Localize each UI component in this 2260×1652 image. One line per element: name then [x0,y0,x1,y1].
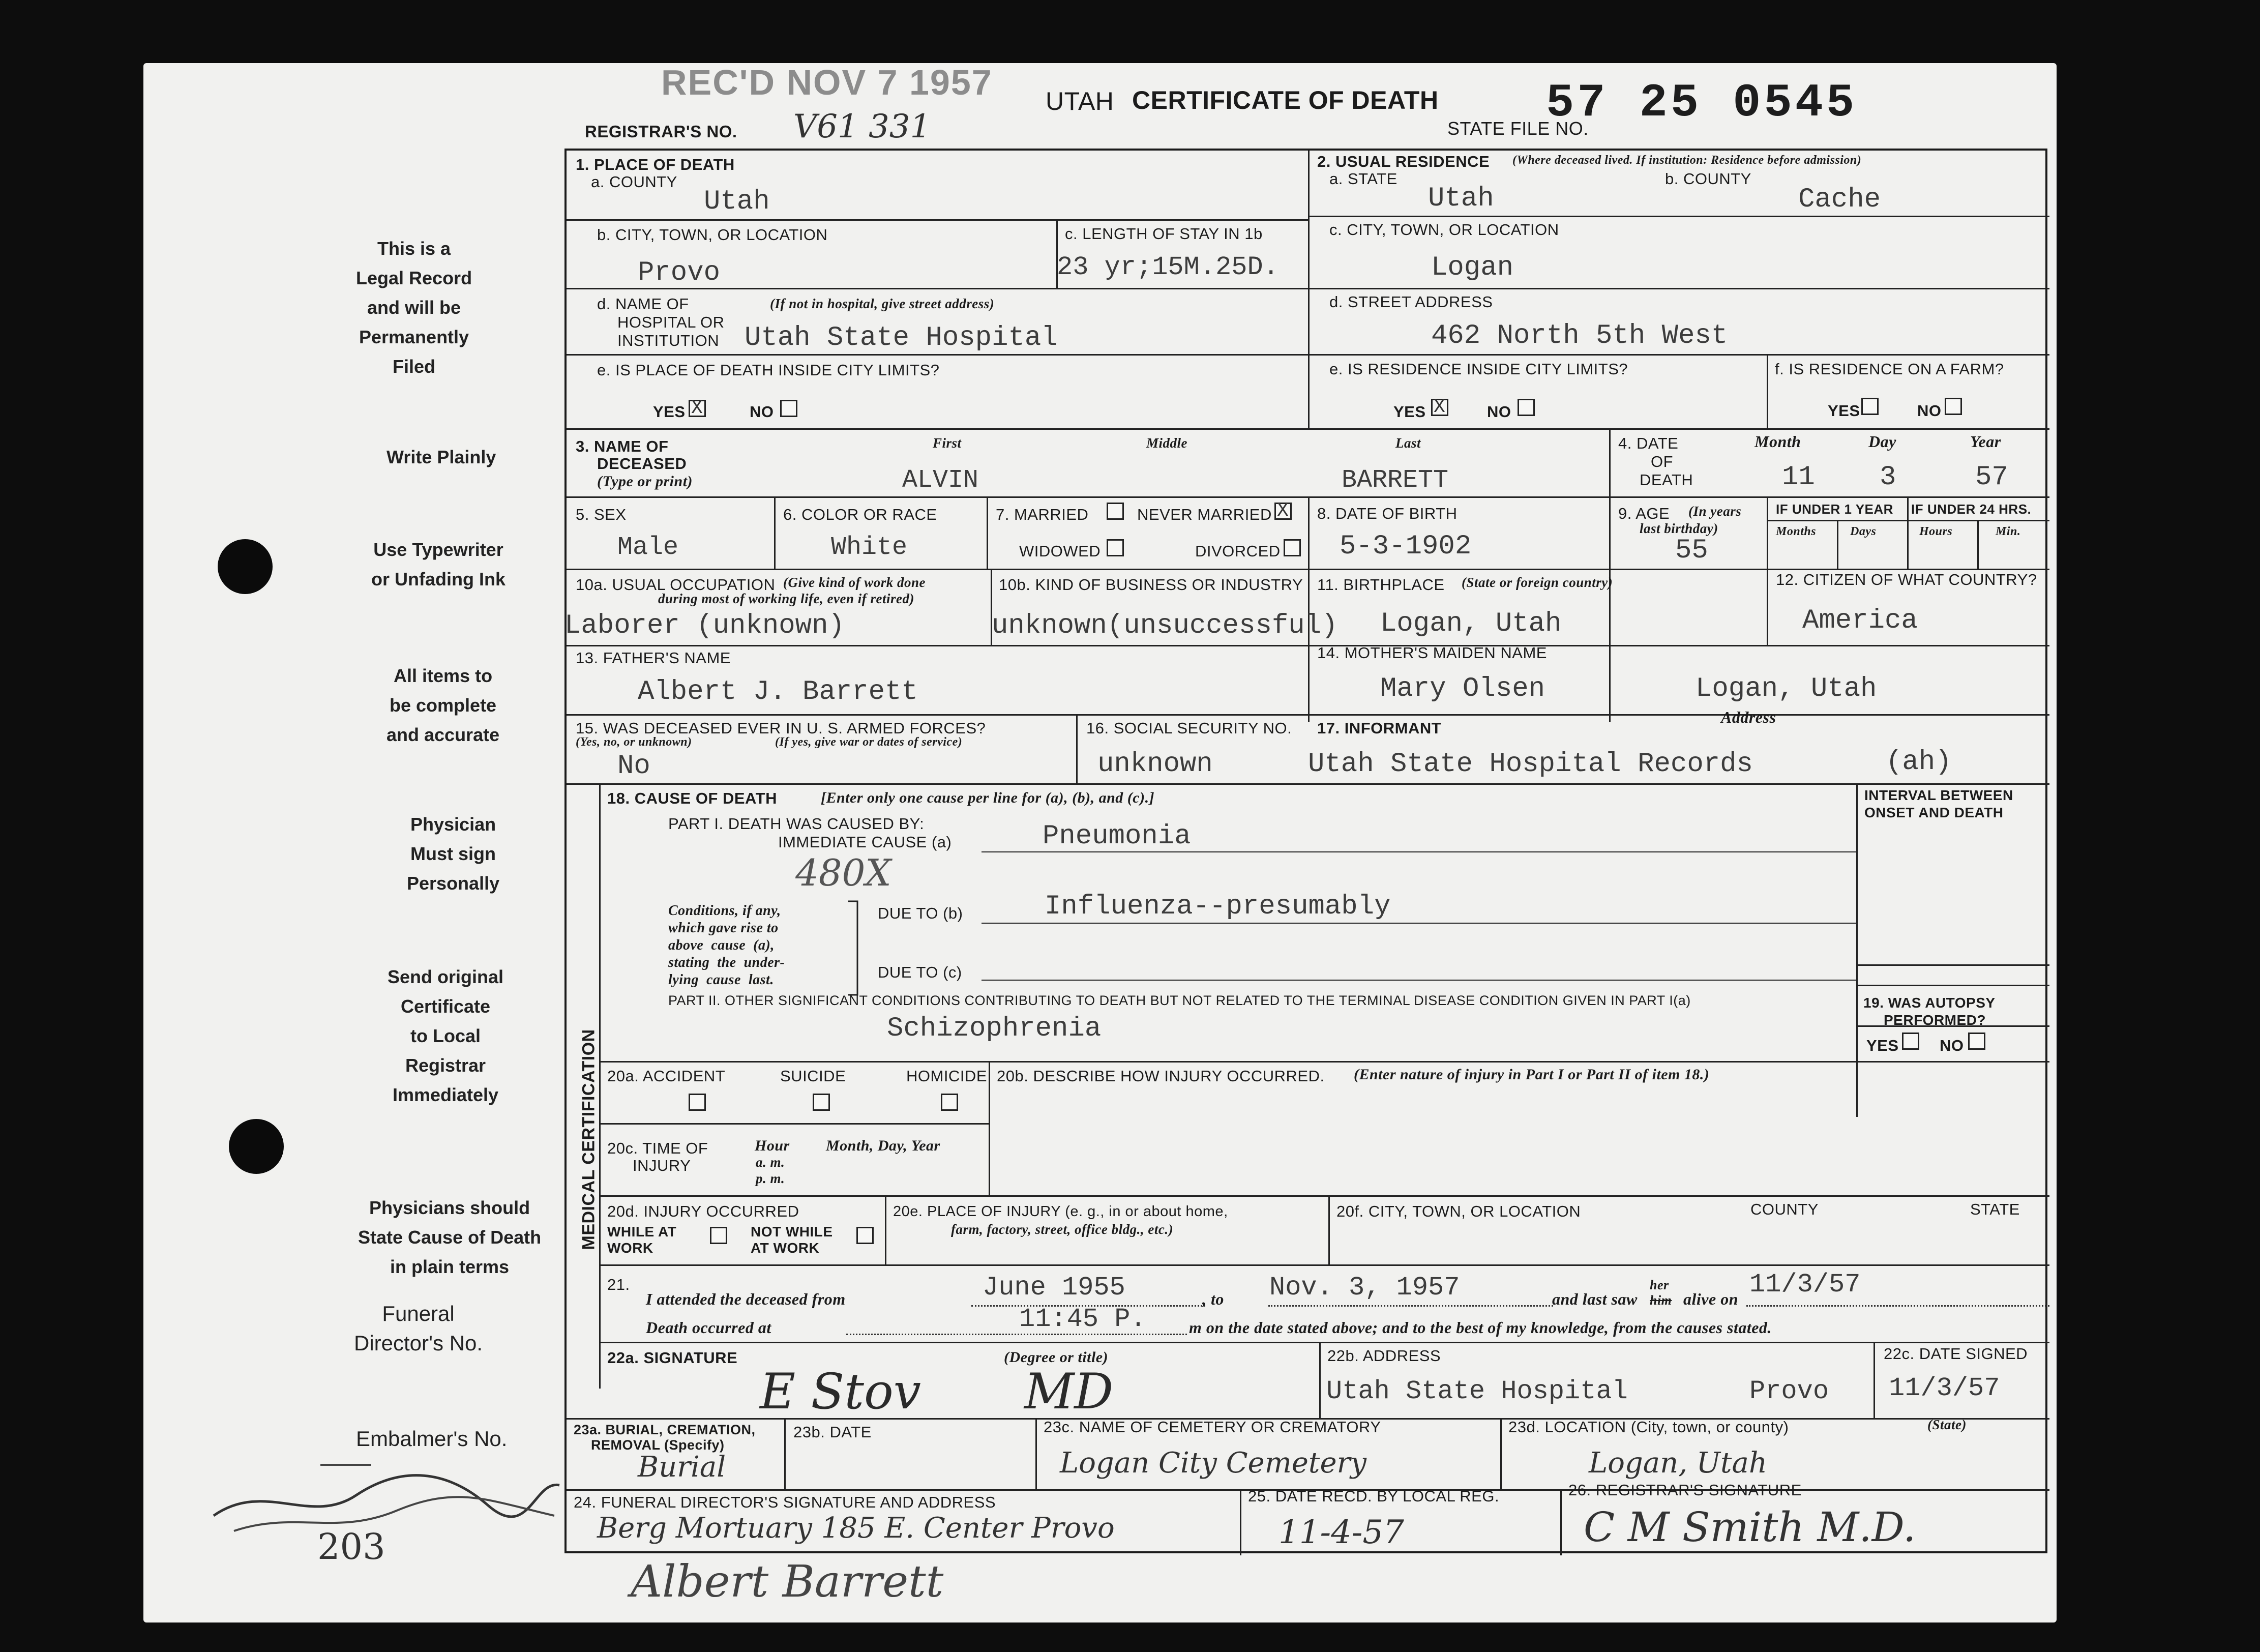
value-registrar-signature: C M Smith M.D. [1584,1503,1916,1551]
label-res-street: d. STREET ADDRESS [1329,293,1493,311]
value-death-day: 3 [1880,462,1896,493]
label-deceased: DECEASED [597,455,687,473]
label-injury-state: STATE [1970,1200,2020,1218]
value-cause-b: Influenza--presumably [1045,891,1391,922]
title-prefix: UTAH [1046,87,1114,115]
label-birthplace: 11. BIRTHPLACE [1317,576,1445,594]
value-length-of-stay: 23 yr;15M.25D. [1057,252,1279,282]
value-mother-address: Logan, Utah [1696,673,1877,704]
note-write-plainly: Write Plainly [386,447,496,467]
label-res-inside-city: e. IS RESIDENCE INSIDE CITY LIMITS? [1329,360,1628,378]
label-burial-date: 23b. DATE [793,1423,872,1441]
checkbox-divorced[interactable] [1284,539,1301,556]
value-cause-a: Pneumonia [1043,821,1191,852]
label-injury: INJURY [633,1157,691,1174]
label-residence-note: (Where deceased lived. If institution: Residence before admission) [1512,154,1862,167]
label-type-or-print: (Type or print) [597,473,693,490]
label-accident: 20a. ACCIDENT [607,1067,726,1085]
label-last: Last [1395,435,1421,451]
value-burial: Burial [638,1451,726,1484]
value-father: Albert J. Barrett [638,676,918,707]
checkbox-res-inside-city-no[interactable] [1518,399,1535,416]
value-dob: 5-3-1902 [1340,531,1472,562]
label-immediate-cause: IMMEDIATE CAUSE (a) [778,833,952,851]
label-interval: INTERVAL BETWEEN [1864,787,2013,803]
value-sex: Male [617,533,679,562]
label-hospital-note: (If not in hospital, give street address) [770,296,995,311]
label-to: , to [1202,1290,1224,1308]
label-place-of-death: 1. PLACE OF DEATH [576,156,735,173]
label-hospital-3: INSTITUTION [617,332,720,349]
label-autopsy: 19. WAS AUTOPSY [1863,995,1996,1011]
label-state-paren: (State) [1927,1417,1967,1432]
checkbox-autopsy-no[interactable] [1968,1032,1985,1050]
label-dob: 8. DATE OF BIRTH [1317,505,1458,522]
label-name-of-deceased: 3. NAME OF [576,437,669,455]
label-while-at: WHILE AT [607,1224,677,1240]
label-yes: YES [653,403,686,421]
label-days: Days [1850,525,1877,538]
value-race: White [831,533,908,562]
label-conditions: Conditions, if any, which gave rise to above cause (a), stating the under- lying cause last. [668,903,785,988]
label-mother: 14. MOTHER'S MAIDEN NAME [1317,644,1547,662]
value-armed-forces: No [617,751,650,782]
value-birthplace: Logan, Utah [1380,608,1562,639]
checkbox-suicide[interactable] [813,1094,830,1111]
label-citizen: 12. CITIZEN OF WHAT COUNTRY? [1776,571,2037,588]
value-degree: MD [1024,1363,1114,1420]
label-res-county: b. COUNTY [1665,170,1751,188]
label-day: Day [1868,432,1896,451]
label-no: NO [750,403,774,421]
label-widowed: WIDOWED [1019,542,1101,560]
value-last-name: BARRETT [1342,466,1449,495]
label-time-of-injury: 20c. TIME OF [607,1139,708,1157]
value-cemetery: Logan City Cemetery [1060,1447,1366,1480]
value-hospital: Utah State Hospital [745,322,1058,353]
bottom-scrawl: Albert Barrett [631,1556,944,1607]
value-code: 480X [795,851,891,894]
label-death-occurred: Death occurred at [646,1318,771,1337]
registrars-no-value: V61 331 [793,108,931,145]
conditions-bracket [847,900,863,997]
label-ssn: 16. SOCIAL SECURITY NO. [1086,719,1292,737]
label-alive-on: alive on [1683,1290,1738,1308]
checkbox-inside-city-yes[interactable] [689,400,706,417]
label-funeral-director: 24. FUNERAL DIRECTOR'S SIGNATURE AND ADDRESS [574,1493,996,1511]
checkbox-farm-yes[interactable] [1861,398,1879,415]
label-hours: Hours [1919,525,1953,538]
value-date-signed: 11/3/57 [1889,1373,2000,1403]
label-race: 6. COLOR OR RACE [783,506,937,523]
label-no: NO [1917,402,1942,420]
value-informant-mark: (ah) [1886,747,1952,778]
label-hospital-1: d. NAME OF [597,295,689,313]
note-send-original: Send original Certificate to Local Registrar Immediately [388,966,504,1105]
label-business: 10b. KIND OF BUSINESS OR INDUSTRY [999,576,1303,594]
label-age-note: (In years [1688,504,1742,519]
certificate-form [564,149,2047,1553]
value-business: unknown(unsuccessful) [992,610,1338,641]
label-no: NO [1487,403,1511,421]
label-injury-occurred: 20d. INJURY OCCURRED [607,1202,799,1220]
note-physician-sign: Physician Must sign Personally [407,814,500,894]
label-county: a. COUNTY [591,173,677,191]
checkbox-never-married[interactable] [1274,503,1292,520]
label-last-saw: and last saw [1552,1290,1638,1308]
checkbox-married[interactable] [1107,503,1124,520]
value-attended-to: Nov. 3, 1957 [1269,1273,1460,1303]
label-place-of-injury: 20e. PLACE OF INJURY (e. g., in or about home, [893,1203,1228,1220]
label-yes: YES [1393,403,1426,421]
label-m-on-date: m on the date stated above; and to the best of my knowledge, from the causes stated. [1189,1318,1772,1337]
label-part-1: PART I. DEATH WAS CAUSED BY: [668,815,925,833]
label-length-of-stay: c. LENGTH OF STAY IN 1b [1065,225,1263,243]
label-work: WORK [607,1240,653,1256]
label-under-24-hours: IF UNDER 24 HRS. [1911,501,2032,517]
label-cemetery-location: 23d. LOCATION (City, town, or county) [1508,1418,1789,1436]
label-birthplace-note: (State or foreign country) [1462,575,1613,590]
label-attended-from: I attended the deceased from [646,1290,846,1308]
value-physician-city: Provo [1749,1376,1829,1406]
punch-hole-bottom [229,1119,284,1174]
label-cemetery: 23c. NAME OF CEMETERY OR CREMATORY [1044,1418,1381,1436]
value-age: 55 [1675,535,1708,566]
label-him: him [1650,1293,1672,1308]
label-yes: YES [1866,1037,1899,1054]
value-date-recd: 11-4-57 [1278,1514,1404,1551]
value-death-year: 57 [1975,462,2008,493]
label-usual-residence: 2. USUAL RESIDENCE [1317,153,1490,170]
label-registrar-signature: 26. REGISTRAR'S SIGNATURE [1568,1481,1802,1499]
checkbox-res-inside-city-yes[interactable] [1431,399,1448,416]
value-city: Provo [638,257,721,288]
value-county: Utah [704,186,770,217]
label-age: 9. AGE [1618,505,1670,522]
label-autopsy-2: PERFORMED? [1884,1012,1986,1028]
label-burial-2: REMOVAL (Specify) [591,1437,725,1453]
state-file-number: 57 25 0545 [1546,76,1858,130]
checkbox-while-at-work[interactable] [710,1227,727,1244]
label-cause-of-death: 18. CAUSE OF DEATH [607,789,777,807]
value-attended-from: June 1955 [983,1273,1125,1303]
label-death: DEATH [1640,471,1693,489]
label-of: OF [1651,453,1674,470]
label-min: Min. [1996,525,2021,538]
label-armed-forces: 15. WAS DECEASED EVER IN U. S. ARMED FORCES? [576,719,986,737]
value-death-month: 11 [1782,462,1815,493]
punch-hole-top [218,539,273,594]
label-date-of-death: 4. DATE [1618,434,1679,452]
value-res-city: Logan [1431,252,1514,283]
value-citizen: America [1802,605,1918,636]
label-hospital-2: HOSPITAL OR [617,313,725,331]
label-informant: 17. INFORMANT [1317,719,1442,737]
label-occupation: 10a. USUAL OCCUPATION [576,576,776,594]
label-interval-2: ONSET AND DEATH [1864,805,2004,820]
checkbox-inside-city-no[interactable] [780,400,797,417]
label-due-to-c: DUE TO (c) [878,963,962,981]
value-death-time: 11:45 P. [1019,1304,1146,1334]
value-first-name: ALVIN [902,466,979,495]
label-burial: 23a. BURIAL, CREMATION, [574,1422,756,1437]
label-21: 21. [607,1276,630,1293]
label-res-state: a. STATE [1329,170,1397,188]
label-not-while: NOT WHILE [751,1224,833,1240]
label-pm: p. m. [756,1171,785,1186]
label-armed-forces-note: (Yes, no, or unknown) [576,735,692,749]
label-part-2: PART II. OTHER SIGNIFICANT CONDITIONS CONTRIBUTING TO DEATH BUT NOT RELATED TO THE TERMINAL DISEASE CONDITION GIVEN IN PART I(a) [668,993,1691,1008]
label-first: First [933,435,962,451]
label-hour: Hour [755,1137,790,1154]
label-date-signed: 22c. DATE SIGNED [1884,1345,2028,1363]
label-father: 13. FATHER'S NAME [576,649,731,667]
label-injury-city: 20f. CITY, TOWN, OR LOCATION [1336,1202,1581,1220]
label-month: Month [1755,432,1801,451]
label-signature: 22a. SIGNATURE [607,1349,738,1367]
label-under-1-year: IF UNDER 1 YEAR [1776,501,1893,517]
value-ssn: unknown [1097,749,1213,780]
note-all-items: All items to be complete and accurate [386,665,500,745]
label-months: Months [1776,525,1817,538]
value-cemetery-location: Logan, Utah [1589,1447,1767,1480]
value-physician-signature: E Stov [760,1363,921,1420]
label-medical-certification: MEDICAL CERTIFICATION [579,1029,599,1250]
value-res-street: 462 North 5th West [1431,320,1728,351]
note-embalmer: Embalmer's No. [356,1427,508,1451]
value-alive-on: 11/3/57 [1749,1270,1861,1300]
label-divorced: DIVORCED [1195,542,1281,560]
label-place-of-injury-2: farm, factory, street, office bldg., etc.) [951,1222,1174,1237]
label-her: her [1650,1278,1669,1292]
checkbox-widowed[interactable] [1107,539,1124,556]
note-physicians-should: Physicians should State Cause of Death in plain terms [358,1197,542,1277]
value-physician-address: Utah State Hospital [1326,1376,1628,1406]
checkbox-not-at-work[interactable] [856,1227,874,1244]
value-part-2: Schizophrenia [887,1013,1102,1044]
label-address: 22b. ADDRESS [1327,1347,1441,1365]
label-inside-city: e. IS PLACE OF DEATH INSIDE CITY LIMITS? [597,361,940,379]
label-no: NO [1940,1037,1964,1054]
label-city: b. CITY, TOWN, OR LOCATION [597,226,828,244]
label-sex: 5. SEX [576,506,627,523]
label-never-married: NEVER MARRIED [1137,506,1272,523]
label-am: a. m. [756,1155,785,1170]
label-armed-forces-note2: (If yes, give war or dates of service) [775,735,963,749]
checkbox-autopsy-yes[interactable] [1902,1032,1919,1050]
note-funeral-director: Funeral Director's No. [354,1302,483,1355]
label-address: Address [1721,708,1776,726]
value-res-state: Utah [1428,183,1494,214]
label-middle: Middle [1146,435,1187,451]
label-month-day-year: Month, Day, Year [826,1137,940,1154]
label-injury-county: COUNTY [1750,1200,1819,1218]
label-homicide: HOMICIDE [906,1067,987,1085]
state-file-label: STATE FILE NO. [1447,118,1589,139]
label-at-work: AT WORK [751,1240,820,1256]
label-cause-note: [Enter only one cause per line for (a), (b), and (c).] [821,789,1155,806]
label-describe-injury-note: (Enter nature of injury in Part I or Part II of item 18.) [1354,1066,1710,1083]
label-occupation-note: (Give kind of work done [783,575,926,590]
value-informant: Utah State Hospital Records [1308,749,1753,780]
certificate-title: CERTIFICATE OF DEATH [1132,86,1439,114]
checkbox-accident[interactable] [689,1094,706,1111]
label-year: Year [1970,432,2001,451]
received-stamp: REC'D NOV 7 1957 [661,63,993,102]
embalmer-scribble [203,1450,570,1546]
label-res-farm: f. IS RESIDENCE ON A FARM? [1775,360,2004,378]
embalmer-number: 203 [317,1526,385,1568]
value-occupation: Laborer (unknown) [564,610,845,641]
label-occupation-note2: during most of working life, even if retired) [658,591,914,606]
checkbox-farm-no[interactable] [1945,398,1962,415]
checkbox-homicide[interactable] [941,1094,958,1111]
registrars-no-label: REGISTRAR'S NO. [585,122,737,141]
label-degree: (Degree or title) [1004,1349,1109,1366]
label-describe-injury: 20b. DESCRIBE HOW INJURY OCCURRED. [997,1067,1325,1085]
label-married: 7. MARRIED [996,506,1089,523]
value-funeral-director: Berg Mortuary 185 E. Center Provo [597,1512,1115,1545]
label-yes: YES [1828,402,1860,420]
label-res-city: c. CITY, TOWN, OR LOCATION [1329,221,1559,239]
note-typewriter: Use Typewriter or Unfading Ink [371,539,505,589]
label-date-recd: 25. DATE RECD. BY LOCAL REG. [1248,1487,1500,1505]
label-due-to-b: DUE TO (b) [878,904,963,922]
value-mother: Mary Olsen [1380,673,1545,704]
note-legal-record: This is a Legal Record and will be Permanently Filed [356,238,472,377]
label-suicide: SUICIDE [780,1067,846,1085]
value-res-county: Cache [1798,184,1881,215]
label-age-note2: last birthday) [1640,521,1718,536]
